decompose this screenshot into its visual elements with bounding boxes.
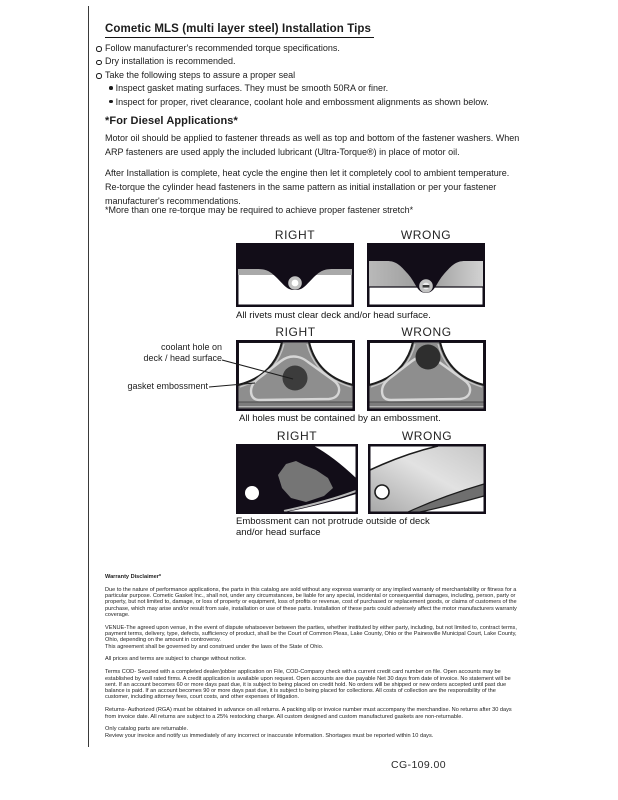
sub-list-item: [109, 82, 531, 95]
rivets-right-diagram: [236, 243, 354, 307]
paragraph-heat-cycle: After Installation is complete, heat cycle the engine then let it completely cool to ambient temperature. Re-torque the cylinder head fasteners in the same pattern as initial installation or per your fastener manufacturer's recommendations.: [105, 168, 510, 206]
page-number: CG-109.00: [391, 759, 446, 771]
list-item-text: Dry installation is recommended.: [105, 56, 236, 67]
list-item-text: Inspect for proper, rivet clearance, coolant hole and embossment alignments as shown below.: [115, 96, 489, 107]
venue-paragraph: VENUE-The agreed upon venue, in the event of dispute whatsoever between the parties, whether instituted by either party, including, but not limited to, contract terms, payment terms, delivery, type, defects, sufficiency of product, shall be the Court of Common Pleas, Lake County, Ohio or the Painesville Municipal Court, Lake County, Ohio, depending on the amount in controversy. This agreement shall be governed by and construed under the laws of the State of Ohio.: [105, 624, 517, 650]
holes-wrong-diagram: [367, 340, 486, 411]
filled-bullet-icon: [109, 86, 113, 90]
holes-right-diagram: [236, 340, 355, 411]
embossment-wrong-label: WRONG: [401, 429, 453, 443]
embossment-caption: Embossment can not protrude outside of deck and/or head surface: [236, 516, 430, 538]
list-item-text: Take the following steps to assure a proper seal: [105, 69, 296, 80]
open-bullet-icon: [96, 46, 102, 52]
holes-wrong-label: WRONG: [401, 325, 452, 339]
embossment-right-diagram: [236, 444, 358, 514]
embossment-wrong-diagram: [368, 444, 486, 514]
embossment-right-label: RIGHT: [276, 429, 318, 443]
rivets-wrong-label: WRONG: [400, 228, 452, 242]
list-item-text: Inspect gasket mating surfaces. They must be smooth 50RA or finer.: [115, 83, 389, 94]
rivets-wrong-diagram: [367, 243, 485, 307]
page-title: Cometic MLS (multi layer steel) Installation Tips: [105, 23, 374, 38]
installation-tips-list: [96, 42, 531, 109]
holes-right-label: RIGHT: [275, 325, 316, 339]
open-bullet-icon: [96, 73, 102, 79]
catalog-returns-paragraph: Only catalog parts are returnable. Review your invoice and notify us immediately of any incorrect or inaccurate information. Shortages must be reported within 10 days.: [105, 726, 434, 739]
returns-paragraph: Returns- Authorized (RGA) must be obtained in advance on all returns. A packing slip or invoice number must accompany the merchandise. No returns after 30 days from invoice date. All returns are subject to a 25% restocking charge. All custom designed and custom manufactured gaskets are non-returnable.: [105, 707, 512, 720]
filled-bullet-icon: [109, 100, 113, 104]
paragraph-retorque-note: *More than one re-torque may be required to achieve proper fastener stretch*: [105, 205, 414, 215]
legal-section: [105, 574, 517, 745]
list-item: [96, 69, 531, 82]
rivets-caption: All rivets must clear deck and/or head surface.: [236, 310, 431, 321]
open-bullet-icon: [96, 60, 102, 66]
coolant-hole-label: coolant hole on deck / head surface: [143, 342, 222, 363]
sub-list-item: [109, 96, 531, 109]
list-item: [96, 55, 531, 68]
terms-cod-paragraph: Terms COD- Secured with a completed dealer/jobber application on File, COD-Company check with a current credit card number on file. Open accounts may be established by well rated firms. A credit application is available upon request. Open accounts are due payable Net 30 days from date of invoice. No statement will be sent. If an account becomes 60 or more days past due, it is subject to being placed on credit hold. No orders will be shipped or new orders accepted until past due balance is paid. If an account becomes 90 or more days past due, it is subject to being placed for collections. All costs of collection are the responsibility of the customer, including attorney fees, court costs, and other expenses of litigation.: [105, 669, 511, 701]
rivets-right-label: RIGHT: [274, 228, 316, 242]
holes-caption: All holes must be contained by an embossment.: [239, 413, 441, 424]
page-edge-line: [88, 6, 89, 747]
list-item-text: Follow manufacturer's recommended torque specifications.: [105, 43, 340, 53]
warranty-paragraph: Due to the nature of performance applications, the parts in this catalog are sold without any express warranty or any implied warranty of merchantability or fitness for a particular purpose. Cometic Gasket Inc., shall not, under any circumstances, be liable for any special, incidental or consequential damages, including, person, party or property, but not limited to, damage, or loss of property or equipment, loss of profits or revenue, cost of purchased or replacement goods, or claims of customers of the purchase, which may arise and/or result from sale, installation or use of these parts. Installation of these parts could adversely affect the motor manufacturers warranty coverage.: [105, 586, 517, 618]
warranty-disclaimer-heading: Warranty Disclaimer*: [105, 574, 162, 580]
diesel-applications-heading: *For Diesel Applications*: [105, 115, 238, 127]
paragraph-motor-oil: Motor oil should be applied to fastener threads as well as top and bottom of the fastener washers. When ARP fasteners are used apply the included lubricant (Ultra-Torque®) in place of motor oil.: [105, 133, 520, 157]
gasket-embossment-label: gasket embossment: [127, 381, 208, 391]
prices-paragraph: All prices and terms are subject to change without notice.: [105, 656, 247, 663]
list-item: [96, 42, 531, 55]
